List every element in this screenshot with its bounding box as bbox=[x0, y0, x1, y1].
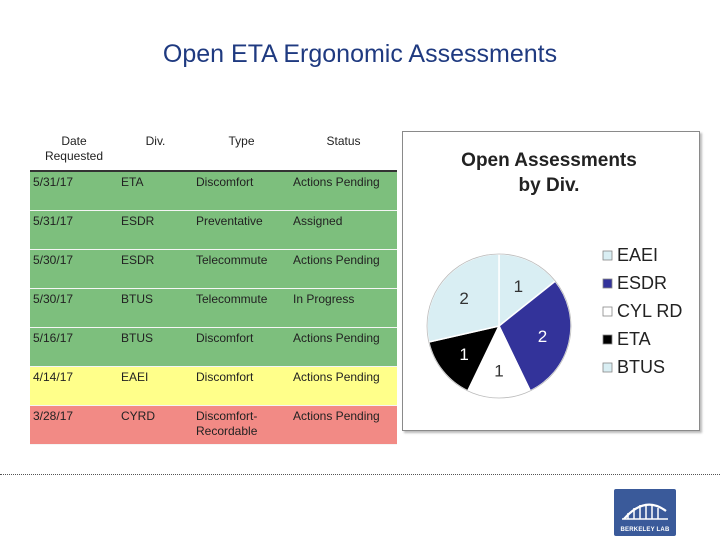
table-row bbox=[30, 211, 397, 250]
assessments-table bbox=[30, 132, 397, 445]
cell-div: EAEI bbox=[118, 367, 193, 406]
legend-swatch bbox=[603, 251, 612, 260]
table-row bbox=[30, 289, 397, 328]
legend-swatch bbox=[603, 335, 612, 344]
pie-chart-panel bbox=[402, 131, 700, 431]
legend-label: BTUS bbox=[617, 357, 666, 377]
table-header-row bbox=[30, 132, 397, 171]
legend-label: ESDR bbox=[617, 273, 668, 293]
logo-arc-icon bbox=[614, 489, 676, 527]
cell-div: CYRD bbox=[118, 406, 193, 445]
cell-type: Telecommute bbox=[193, 250, 290, 289]
legend-label: ETA bbox=[617, 329, 651, 349]
table-row bbox=[30, 406, 397, 445]
legend-swatch bbox=[603, 279, 612, 288]
footer-divider bbox=[0, 474, 720, 475]
cell-date: 5/16/17 bbox=[30, 328, 118, 367]
cell-div: ESDR bbox=[118, 211, 193, 250]
pie-data-label: 2 bbox=[537, 326, 548, 346]
cell-status: Actions Pending bbox=[290, 328, 397, 367]
cell-status: Actions Pending bbox=[290, 250, 397, 289]
cell-date: 5/30/17 bbox=[30, 250, 118, 289]
cell-type: Preventative bbox=[193, 211, 290, 250]
table-row bbox=[30, 250, 397, 289]
cell-type: Discomfort bbox=[193, 171, 290, 211]
cell-date: 5/30/17 bbox=[30, 289, 118, 328]
header-div: Div. bbox=[118, 132, 193, 171]
cell-type: Discomfort bbox=[193, 367, 290, 406]
pie-data-label: 1 bbox=[494, 361, 504, 381]
legend-swatch bbox=[603, 363, 612, 372]
pie-chart bbox=[403, 132, 699, 430]
cell-type: Discomfort-Recordable bbox=[193, 406, 290, 445]
cell-type: Discomfort bbox=[193, 328, 290, 367]
table-row bbox=[30, 328, 397, 367]
berkeley-lab-logo bbox=[614, 489, 676, 536]
cell-status: In Progress bbox=[290, 289, 397, 328]
header-status: Status bbox=[290, 132, 397, 171]
cell-date: 4/14/17 bbox=[30, 367, 118, 406]
cell-status: Actions Pending bbox=[290, 367, 397, 406]
cell-type: Telecommute bbox=[193, 289, 290, 328]
table-row bbox=[30, 171, 397, 211]
pie-data-label: 1 bbox=[513, 276, 524, 296]
cell-div: ETA bbox=[118, 171, 193, 211]
cell-div: BTUS bbox=[118, 289, 193, 328]
cell-date: 5/31/17 bbox=[30, 171, 118, 211]
table-row bbox=[30, 367, 397, 406]
legend-swatch bbox=[603, 307, 612, 316]
pie-data-label: 1 bbox=[459, 344, 469, 364]
logo-text: BERKELEY LAB bbox=[620, 527, 670, 533]
cell-status: Assigned bbox=[290, 211, 397, 250]
cell-div: ESDR bbox=[118, 250, 193, 289]
cell-div: BTUS bbox=[118, 328, 193, 367]
cell-status: Actions Pending bbox=[290, 171, 397, 211]
chart-title-line-1: Open Assessments bbox=[461, 150, 637, 171]
legend-label: EAEI bbox=[617, 245, 659, 265]
cell-date: 5/31/17 bbox=[30, 211, 118, 250]
header-date-requested: Date Requested bbox=[30, 132, 118, 171]
legend-label: CYL RD bbox=[617, 301, 683, 321]
pie-data-label: 2 bbox=[459, 289, 469, 309]
slide-title: Open ETA Ergonomic Assessments bbox=[162, 40, 558, 68]
chart-title-line-2: by Div. bbox=[518, 175, 580, 196]
cell-status: Actions Pending bbox=[290, 406, 397, 445]
cell-date: 3/28/17 bbox=[30, 406, 118, 445]
header-type: Type bbox=[193, 132, 290, 171]
